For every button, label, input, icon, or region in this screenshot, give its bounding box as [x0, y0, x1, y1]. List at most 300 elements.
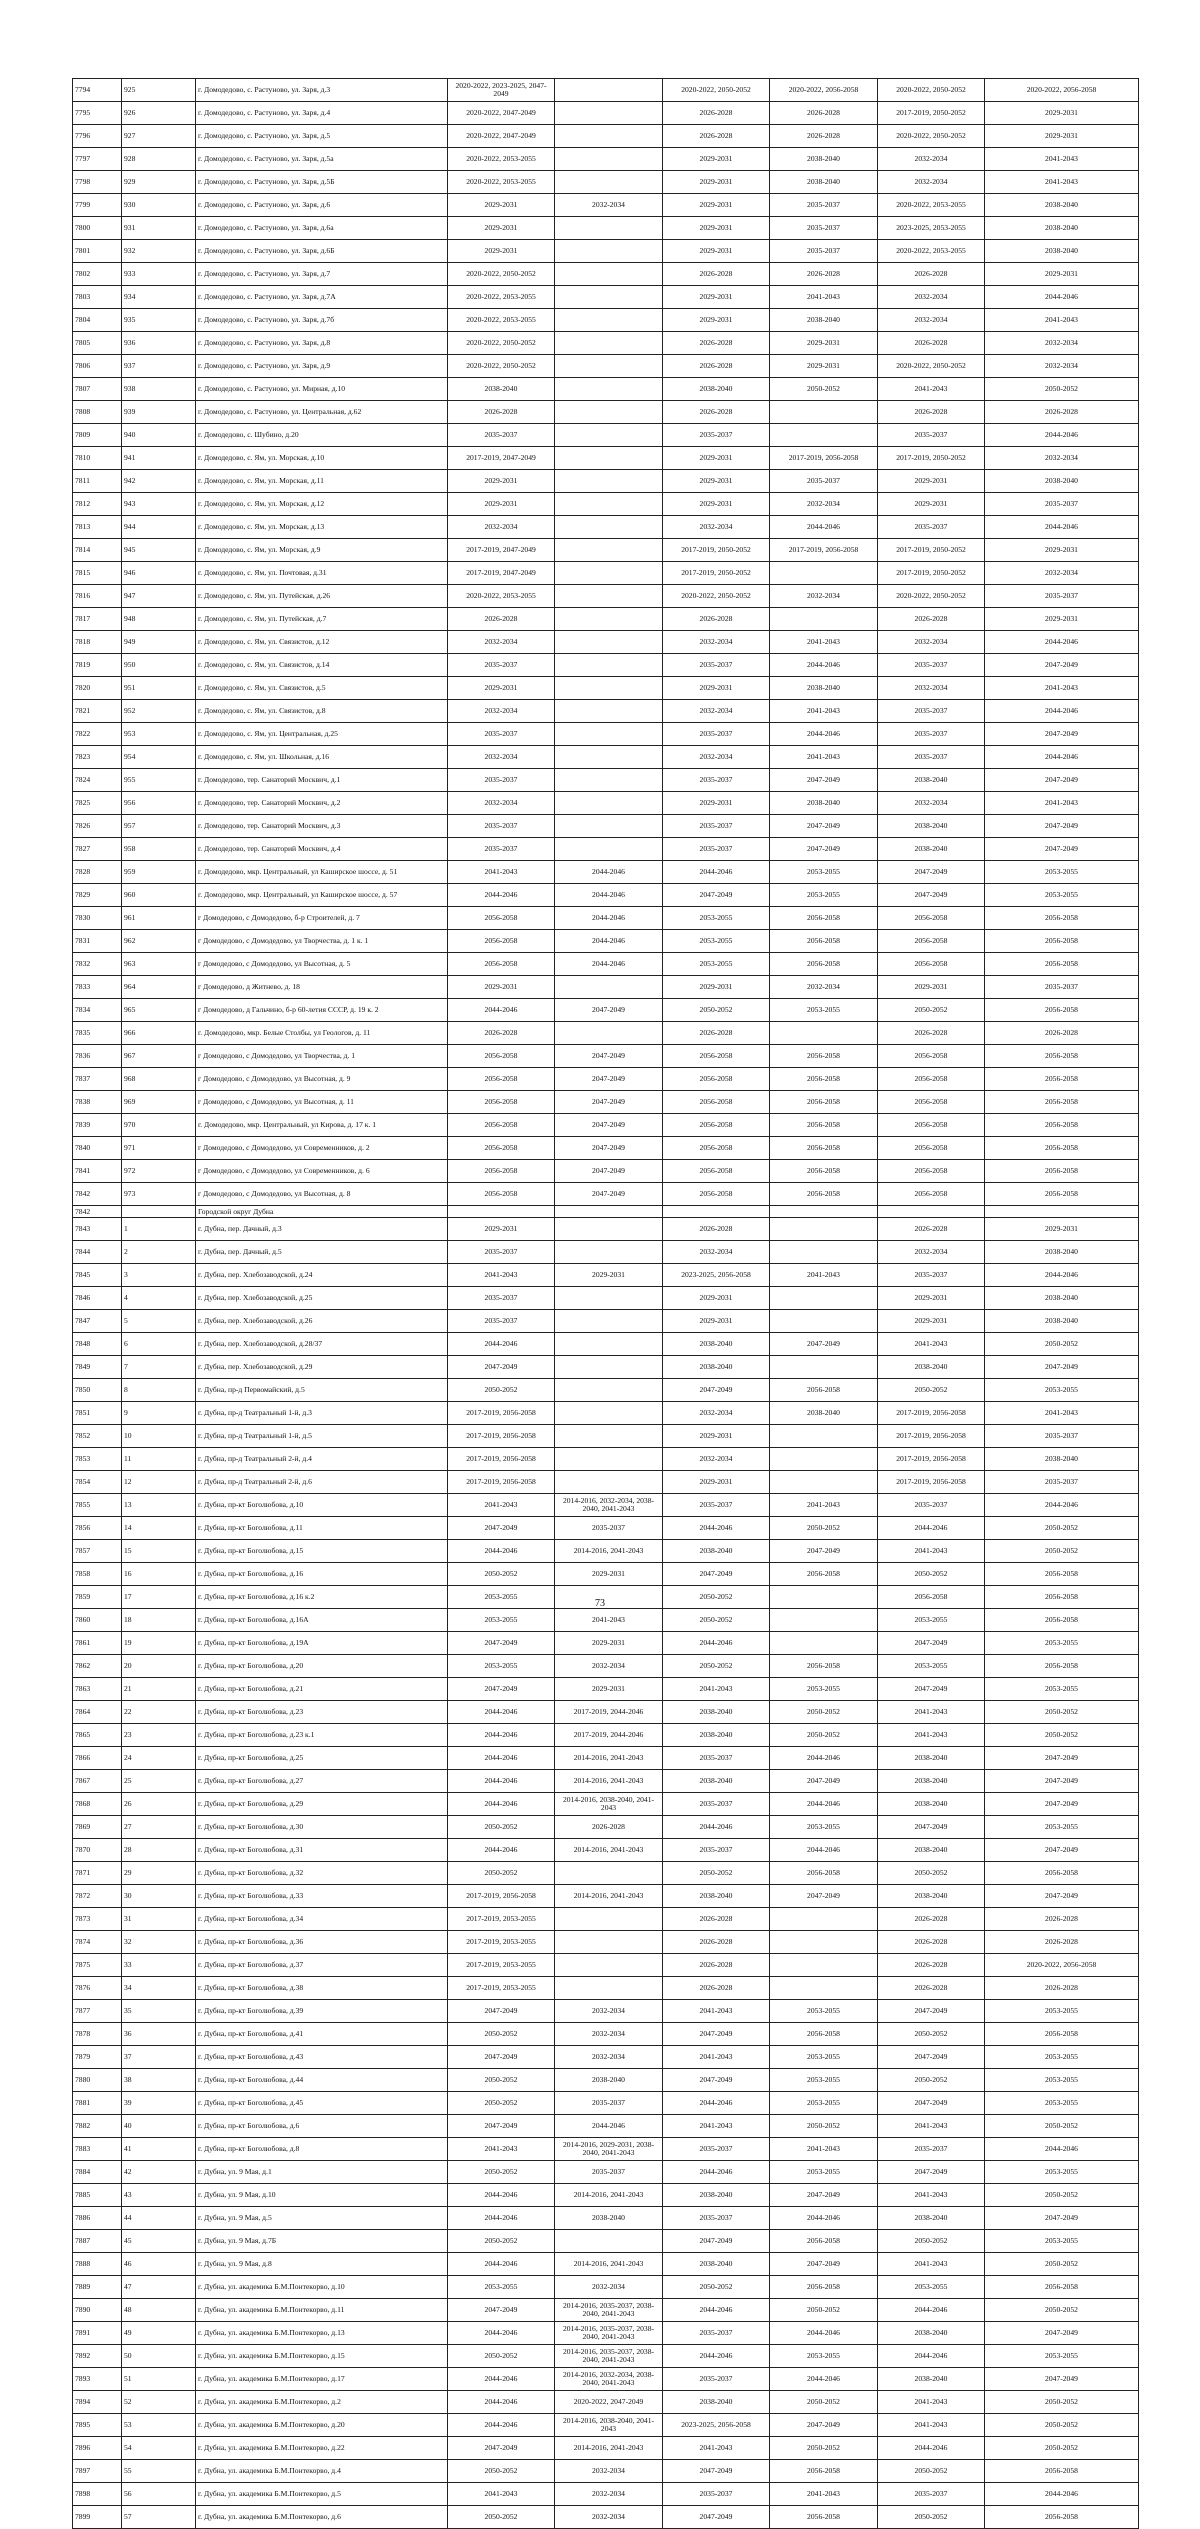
table-cell: 7839	[73, 1114, 122, 1137]
table-row	[73, 1264, 1139, 1287]
table-cell: г. Домодедово, с. Ям, ул. Связистов, д.14	[196, 654, 448, 677]
table-row	[73, 2092, 1139, 2115]
table-cell: г. Домодедово, с. Шубино, д.20	[196, 424, 448, 447]
table-cell: 2029-2031	[663, 470, 770, 493]
table-cell: 49	[122, 2322, 196, 2345]
table-cell: 7860	[73, 1609, 122, 1632]
table-row	[73, 2414, 1139, 2437]
table-cell: 2050-2052	[985, 378, 1139, 401]
table-cell: 7873	[73, 1908, 122, 1931]
table-cell: 2047-2049	[770, 815, 878, 838]
table-cell: 7891	[73, 2322, 122, 2345]
table-cell: 7835	[73, 1022, 122, 1045]
table-cell: 7867	[73, 1770, 122, 1793]
table-cell: 2041-2043	[878, 1701, 985, 1724]
table-cell: 2029-2031	[448, 493, 555, 516]
table-cell: 967	[122, 1045, 196, 1068]
table-cell: 2026-2028	[663, 263, 770, 286]
table-cell: 55	[122, 2460, 196, 2483]
table-cell: г. Дубна, пр-кт Боголюбова, д.32	[196, 1862, 448, 1885]
table-cell: 2014-2016, 2041-2043	[555, 1747, 663, 1770]
table-cell: 41	[122, 2138, 196, 2161]
table-cell: 959	[122, 861, 196, 884]
table-cell: 27	[122, 1816, 196, 1839]
table-cell: 2032-2034	[663, 516, 770, 539]
table-cell: 2035-2037	[985, 976, 1139, 999]
table-cell: 2056-2058	[448, 1091, 555, 1114]
table-cell: 954	[122, 746, 196, 769]
table-row	[73, 332, 1139, 355]
table-cell: 2053-2055	[448, 1655, 555, 1678]
table-cell: 7874	[73, 1931, 122, 1954]
table-cell: 2044-2046	[770, 1793, 878, 1816]
table-row	[73, 769, 1139, 792]
table-cell: 2032-2034	[878, 148, 985, 171]
table-cell: 2020-2022, 2056-2058	[770, 79, 878, 102]
table-cell: 7881	[73, 2092, 122, 2115]
table-cell	[770, 1471, 878, 1494]
table-cell	[555, 1206, 663, 1218]
table-cell: 7847	[73, 1310, 122, 1333]
table-cell: 2032-2034	[555, 2023, 663, 2046]
table-cell: 2029-2031	[448, 240, 555, 263]
table-cell: 2044-2046	[448, 1770, 555, 1793]
table-cell: 2017-2019, 2050-2052	[663, 562, 770, 585]
table-cell: 2026-2028	[985, 1931, 1139, 1954]
table-cell: 2035-2037	[985, 1471, 1139, 1494]
table-cell: 2035-2037	[448, 424, 555, 447]
table-cell: 7852	[73, 1425, 122, 1448]
table-cell: 2017-2019, 2056-2058	[448, 1448, 555, 1471]
table-cell: 2053-2055	[985, 2069, 1139, 2092]
table-row	[73, 1701, 1139, 1724]
table-cell: 2023-2025, 2053-2055	[878, 217, 985, 240]
table-cell: 2044-2046	[985, 516, 1139, 539]
table-cell: 2050-2052	[770, 378, 878, 401]
table-cell: 2050-2052	[663, 2276, 770, 2299]
table-cell: 56	[122, 2483, 196, 2506]
table-cell: 948	[122, 608, 196, 631]
table-cell: 2047-2049	[985, 1770, 1139, 1793]
table-cell	[555, 700, 663, 723]
table-cell: 2050-2052	[985, 1701, 1139, 1724]
table-cell: 2044-2046	[448, 2391, 555, 2414]
table-cell: 973	[122, 1183, 196, 1206]
table-row	[73, 2437, 1139, 2460]
table-cell: 2047-2049	[555, 1183, 663, 1206]
table-cell: 2020-2022, 2050-2052	[448, 263, 555, 286]
table-cell: 7830	[73, 907, 122, 930]
table-cell: г. Дубна, пр-кт Боголюбова, д.39	[196, 2000, 448, 2023]
table-cell: 2050-2052	[663, 1586, 770, 1609]
table-row	[73, 1816, 1139, 1839]
table-cell: 2044-2046	[448, 1839, 555, 1862]
table-cell: 2032-2034	[878, 286, 985, 309]
table-cell: г. Дубна, пр-д Театральный 1-й, д.5	[196, 1425, 448, 1448]
table-cell: 2026-2028	[770, 125, 878, 148]
table-cell	[555, 1862, 663, 1885]
table-cell: 7854	[73, 1471, 122, 1494]
table-cell: 2044-2046	[448, 2368, 555, 2391]
table-cell: 7797	[73, 148, 122, 171]
table-cell: 2029-2031	[878, 1287, 985, 1310]
table-cell: 7872	[73, 1885, 122, 1908]
table-cell: 2035-2037	[663, 1747, 770, 1770]
table-cell: 2038-2040	[663, 2391, 770, 2414]
table-cell: г. Домодедово, с. Ям, ул. Морская, д.13	[196, 516, 448, 539]
table-cell	[555, 723, 663, 746]
table-cell: 10	[122, 1425, 196, 1448]
table-cell: 2053-2055	[770, 2069, 878, 2092]
table-cell	[770, 1609, 878, 1632]
table-cell	[770, 1310, 878, 1333]
table-cell: 2047-2049	[985, 769, 1139, 792]
table-cell: 2053-2055	[985, 2230, 1139, 2253]
table-cell: г. Домодедово, с. Растуново, ул. Заря, д.6Б	[196, 240, 448, 263]
table-cell: 2020-2022, 2053-2055	[878, 240, 985, 263]
table-cell: 2047-2049	[985, 1356, 1139, 1379]
table-row	[73, 171, 1139, 194]
table-cell: 929	[122, 171, 196, 194]
table-cell: г. Домодедово, с. Растуново, ул. Заря, д.3	[196, 79, 448, 102]
table-cell	[555, 1448, 663, 1471]
table-cell: г. Дубна, пр-кт Боголюбова, д.38	[196, 1977, 448, 2000]
table-cell	[770, 424, 878, 447]
table-cell: 926	[122, 102, 196, 125]
table-cell: 2035-2037	[770, 240, 878, 263]
table-cell: 2047-2049	[878, 2000, 985, 2023]
table-cell: 46	[122, 2253, 196, 2276]
table-cell: 2056-2058	[770, 1068, 878, 1091]
table-cell: 2038-2040	[555, 2207, 663, 2230]
table-cell: 7859	[73, 1586, 122, 1609]
table-cell: 2056-2058	[985, 1045, 1139, 1068]
table-cell: 2047-2049	[555, 1114, 663, 1137]
table-cell: г Домодедово, с Домодедово, ул Высотная, д. 5	[196, 953, 448, 976]
table-row	[73, 102, 1139, 125]
table-cell: г Домодедово, с Домодедово, ул Творчества, д. 1	[196, 1045, 448, 1068]
table-cell: 2056-2058	[985, 930, 1139, 953]
table-cell: 2020-2022, 2047-2049	[555, 2391, 663, 2414]
table-row	[73, 1793, 1139, 1816]
table-cell: 2035-2037	[555, 2092, 663, 2115]
table-cell: 2041-2043	[448, 2138, 555, 2161]
table-row	[73, 815, 1139, 838]
table-cell: 2017-2019, 2056-2058	[878, 1425, 985, 1448]
table-cell: 2044-2046	[555, 2115, 663, 2138]
table-cell: 2056-2058	[770, 1137, 878, 1160]
table-cell: 2038-2040	[878, 1793, 985, 1816]
table-cell: 2053-2055	[770, 861, 878, 884]
table-cell: 2050-2052	[878, 2230, 985, 2253]
table-cell: 2053-2055	[985, 1678, 1139, 1701]
table-cell: 2026-2028	[770, 102, 878, 125]
table-cell: 7899	[73, 2506, 122, 2529]
table-cell: 2014-2016, 2041-2043	[555, 1839, 663, 1862]
table-row	[73, 1137, 1139, 1160]
table-row	[73, 1356, 1139, 1379]
table-cell: 2050-2052	[663, 1609, 770, 1632]
table-cell: 2041-2043	[878, 378, 985, 401]
table-cell: 2050-2052	[448, 2230, 555, 2253]
table-cell: 2056-2058	[878, 1068, 985, 1091]
table-row	[73, 2345, 1139, 2368]
table-row	[73, 2046, 1139, 2069]
table-cell: 7870	[73, 1839, 122, 1862]
table-cell: 2050-2052	[448, 2069, 555, 2092]
table-cell: 2035-2037	[663, 838, 770, 861]
table-cell: 2047-2049	[985, 815, 1139, 838]
table-cell: 2044-2046	[770, 2207, 878, 2230]
table-cell: 2056-2058	[985, 1137, 1139, 1160]
table-cell: 2041-2043	[770, 1494, 878, 1517]
table-row	[73, 378, 1139, 401]
table-cell: 7829	[73, 884, 122, 907]
table-cell: 52	[122, 2391, 196, 2414]
table-cell: 2053-2055	[985, 2092, 1139, 2115]
table-cell: 2050-2052	[878, 2460, 985, 2483]
table-cell: 2044-2046	[878, 2345, 985, 2368]
table-cell: 7803	[73, 286, 122, 309]
table-cell: 2050-2052	[663, 1862, 770, 1885]
table-cell: 2029-2031	[663, 1471, 770, 1494]
table-cell: Городской округ Дубна	[196, 1206, 448, 1218]
table-cell: 2038-2040	[878, 1356, 985, 1379]
table-cell: 2053-2055	[985, 884, 1139, 907]
table-cell: 2056-2058	[448, 1160, 555, 1183]
table-cell: 7836	[73, 1045, 122, 1068]
table-cell: 937	[122, 355, 196, 378]
table-cell: 2032-2034	[985, 355, 1139, 378]
table-row	[73, 2460, 1139, 2483]
table-cell: 2017-2019, 2050-2052	[663, 539, 770, 562]
table-cell: 2053-2055	[878, 2276, 985, 2299]
table-cell: 2038-2040	[555, 2069, 663, 2092]
table-cell: 2041-2043	[770, 286, 878, 309]
table-cell: г. Дубна, пер. Хлебозаводской, д.28/37	[196, 1333, 448, 1356]
table-cell: 2056-2058	[770, 2276, 878, 2299]
table-cell: 2056-2058	[770, 2023, 878, 2046]
table-row	[73, 355, 1139, 378]
table-cell: 2038-2040	[663, 2253, 770, 2276]
table-cell: 2050-2052	[985, 1540, 1139, 1563]
table-cell: 2041-2043	[985, 148, 1139, 171]
table-cell: 2032-2034	[878, 677, 985, 700]
page-number: 73	[595, 1598, 605, 1609]
table-cell: 2053-2055	[985, 2161, 1139, 2184]
table-cell: г Домодедово, с Домодедово, б-р Строителей, д. 7	[196, 907, 448, 930]
table-row	[73, 1931, 1139, 1954]
table-cell	[985, 1206, 1139, 1218]
table-cell: 2032-2034	[985, 332, 1139, 355]
table-cell: 2020-2022, 2050-2052	[878, 585, 985, 608]
table-cell: 2056-2058	[985, 1609, 1139, 1632]
table-cell: г. Дубна, пр-кт Боголюбова, д.27	[196, 1770, 448, 1793]
table-cell: 2032-2034	[878, 309, 985, 332]
table-cell: 7861	[73, 1632, 122, 1655]
table-cell: 2044-2046	[555, 861, 663, 884]
table-cell: 949	[122, 631, 196, 654]
table-cell: 21	[122, 1678, 196, 1701]
table-cell: 16	[122, 1563, 196, 1586]
table-cell: 7832	[73, 953, 122, 976]
table-cell: 2029-2031	[770, 332, 878, 355]
table-cell: 2047-2049	[663, 2023, 770, 2046]
table-cell: 2017-2019, 2056-2058	[878, 1471, 985, 1494]
table-cell: 2035-2037	[663, 1839, 770, 1862]
table-cell: 2056-2058	[985, 1160, 1139, 1183]
table-cell: 7813	[73, 516, 122, 539]
table-cell: г. Домодедово, с. Растуново, ул. Заря, д.7	[196, 263, 448, 286]
table-cell	[555, 125, 663, 148]
table-cell: 965	[122, 999, 196, 1022]
table-cell: г. Домодедово, мкр. Центральный, ул Каширское шоссе, д. 51	[196, 861, 448, 884]
table-cell: 2056-2058	[878, 1586, 985, 1609]
table-cell: 2044-2046	[878, 2299, 985, 2322]
table-cell: г. Домодедово, с. Ям, ул. Связистов, д.5	[196, 677, 448, 700]
table-cell: 2047-2049	[770, 1885, 878, 1908]
table-cell: г. Дубна, пер. Хлебозаводской, д.29	[196, 1356, 448, 1379]
table-cell: 2047-2049	[985, 723, 1139, 746]
table-cell: 7846	[73, 1287, 122, 1310]
table-cell: 2053-2055	[985, 1816, 1139, 1839]
table-cell: 2026-2028	[448, 1022, 555, 1045]
table-row	[73, 1045, 1139, 1068]
table-cell: 2020-2022, 2056-2058	[985, 1954, 1139, 1977]
table-cell: 961	[122, 907, 196, 930]
table-cell: 2038-2040	[985, 1241, 1139, 1264]
table-cell: 2038-2040	[878, 769, 985, 792]
table-row	[73, 1908, 1139, 1931]
table-cell: 24	[122, 1747, 196, 1770]
table-cell: 2026-2028	[448, 401, 555, 424]
table-row	[73, 2000, 1139, 2023]
table-cell: 35	[122, 2000, 196, 2023]
table-cell: 2035-2037	[878, 1264, 985, 1287]
table-cell: 2038-2040	[663, 378, 770, 401]
table-cell: 2041-2043	[663, 2437, 770, 2460]
table-cell: 2044-2046	[555, 907, 663, 930]
table-cell: г. Домодедово, с. Растуново, ул. Заря, д.5а	[196, 148, 448, 171]
table-cell	[770, 401, 878, 424]
table-row	[73, 907, 1139, 930]
table-cell: 2047-2049	[770, 1333, 878, 1356]
table-cell: 7800	[73, 217, 122, 240]
table-row	[73, 1333, 1139, 1356]
table-cell: 2050-2052	[663, 1655, 770, 1678]
table-cell: 2026-2028	[663, 1218, 770, 1241]
table-cell	[555, 516, 663, 539]
table-cell: г. Дубна, ул. 9 Мая, д.8	[196, 2253, 448, 2276]
table-cell: 2017-2019, 2056-2058	[448, 1471, 555, 1494]
table-cell: г. Домодедово, тер. Санаторий Москвич, д.1	[196, 769, 448, 792]
table-cell: 2056-2058	[770, 1183, 878, 1206]
table-cell: 2050-2052	[448, 2460, 555, 2483]
table-cell: 2053-2055	[985, 2345, 1139, 2368]
table-cell: 2038-2040	[878, 838, 985, 861]
table-cell: 2056-2058	[878, 953, 985, 976]
table-cell: 30	[122, 1885, 196, 1908]
table-cell	[448, 1206, 555, 1218]
table-cell: 7898	[73, 2483, 122, 2506]
table-cell: 2035-2037	[663, 769, 770, 792]
table-cell: 2026-2028	[663, 401, 770, 424]
table-cell: 2029-2031	[663, 217, 770, 240]
table-cell: 7849	[73, 1356, 122, 1379]
table-cell: 2029-2031	[985, 263, 1139, 286]
table-cell: 2056-2058	[770, 1563, 878, 1586]
table-cell: г. Домодедово, с. Ям, ул. Центральная, д.25	[196, 723, 448, 746]
table-cell: 2032-2034	[878, 631, 985, 654]
table-cell: 2056-2058	[985, 2276, 1139, 2299]
table-cell: 2038-2040	[985, 1310, 1139, 1333]
table-cell: 2056-2058	[770, 2230, 878, 2253]
table-cell: 7892	[73, 2345, 122, 2368]
table-cell: 2041-2043	[663, 2115, 770, 2138]
table-cell: 2035-2037	[663, 1494, 770, 1517]
table-cell: 2050-2052	[878, 1563, 985, 1586]
table-cell: 950	[122, 654, 196, 677]
table-cell: 2026-2028	[878, 1022, 985, 1045]
table-cell: 2032-2034	[448, 792, 555, 815]
table-cell: 2026-2028	[878, 1931, 985, 1954]
table-cell: 2050-2052	[985, 2184, 1139, 2207]
table-cell: 2044-2046	[985, 1494, 1139, 1517]
table-row	[73, 1206, 1139, 1218]
table-row	[73, 1114, 1139, 1137]
table-cell: г. Домодедово, мкр. Белые Столбы, ул Геологов, д. 11	[196, 1022, 448, 1045]
table-cell: 2029-2031	[878, 493, 985, 516]
table-cell: 947	[122, 585, 196, 608]
table-cell: 7858	[73, 1563, 122, 1586]
table-cell: 2038-2040	[985, 194, 1139, 217]
table-cell: 2044-2046	[448, 2207, 555, 2230]
table-cell: 2050-2052	[878, 2023, 985, 2046]
table-cell: 2050-2052	[770, 1701, 878, 1724]
table-cell: 2044-2046	[555, 884, 663, 907]
table-cell: 2044-2046	[770, 1747, 878, 1770]
table-cell: 2017-2019, 2056-2058	[878, 1448, 985, 1471]
table-cell: 2035-2037	[770, 194, 878, 217]
table-cell: г. Дубна, пр-кт Боголюбова, д.36	[196, 1931, 448, 1954]
table-cell: 2038-2040	[878, 2368, 985, 2391]
table-cell: 2032-2034	[878, 792, 985, 815]
table-cell: 2041-2043	[663, 2046, 770, 2069]
table-row	[73, 1977, 1139, 2000]
table-cell: 2017-2019, 2056-2058	[448, 1885, 555, 1908]
table-cell: 2029-2031	[663, 240, 770, 263]
table-cell: 2026-2028	[985, 1022, 1139, 1045]
table-cell: г. Дубна, пр-кт Боголюбова, д.30	[196, 1816, 448, 1839]
table-cell: 2029-2031	[663, 677, 770, 700]
table-row	[73, 654, 1139, 677]
table-cell: г. Домодедово, с. Ям, ул. Морская, д.12	[196, 493, 448, 516]
table-cell: 2041-2043	[770, 1264, 878, 1287]
table-cell: 7894	[73, 2391, 122, 2414]
table-cell: 2050-2052	[448, 1379, 555, 1402]
table-row	[73, 263, 1139, 286]
table-cell: 2026-2028	[878, 1977, 985, 2000]
table-cell: 2035-2037	[448, 723, 555, 746]
table-cell: 2053-2055	[878, 1609, 985, 1632]
table-cell: 2029-2031	[663, 309, 770, 332]
table-cell: 2038-2040	[770, 309, 878, 332]
table-cell: 2026-2028	[663, 1954, 770, 1977]
table-cell	[555, 1908, 663, 1931]
table-cell: 2047-2049	[448, 2115, 555, 2138]
table-cell: 2038-2040	[663, 1701, 770, 1724]
table-cell: 7897	[73, 2460, 122, 2483]
